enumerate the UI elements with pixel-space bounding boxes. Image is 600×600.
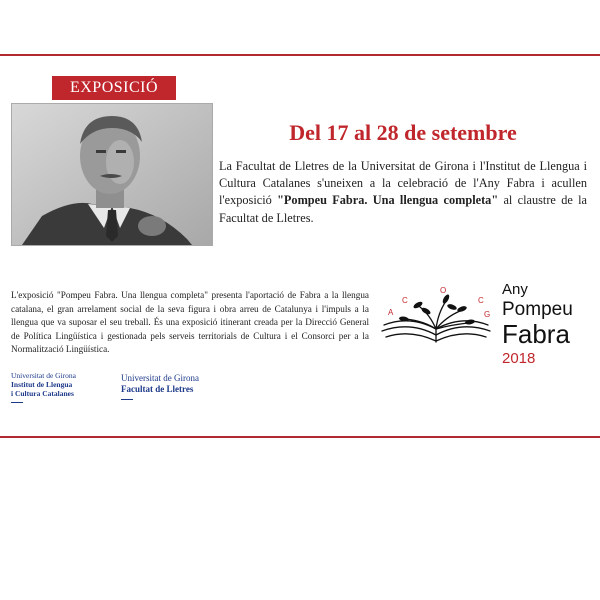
faculty-university: Universitat de Girona xyxy=(121,373,199,383)
logo-year: 2018 xyxy=(502,350,536,367)
logo-letter-3: O xyxy=(440,286,447,295)
faculty-logo-mark xyxy=(121,399,133,400)
iec-logo-mark xyxy=(11,402,23,403)
logo-letter-2: C xyxy=(402,296,408,305)
logo-pompeu: Pompeu xyxy=(502,299,573,320)
exposicio-label: EXPOSICIÓ xyxy=(52,76,176,100)
iec-logo xyxy=(11,371,76,403)
intro-text-start: La Facultat de Lletres de la Universitat de Girona i l'Institut de Llengua i Cultura Catalanes s'uneixen a la celebració de l'Any Fabra i acullen l'exposició xyxy=(219,159,587,208)
any-fabra-book-icon xyxy=(380,285,492,343)
intro-paragraph xyxy=(219,158,587,227)
logo-fabra: Fabra xyxy=(502,319,570,349)
portrait-photo xyxy=(11,103,213,246)
logo-letter-5: G xyxy=(484,310,491,319)
faculty-logo xyxy=(121,373,199,400)
iec-name-line1: Institut de Llengua xyxy=(11,380,73,389)
iec-university: Universitat de Girona xyxy=(11,371,76,380)
bottom-divider xyxy=(0,436,600,438)
exhibition-dates: Del 17 al 28 de setembre xyxy=(289,120,517,145)
exhibition-title: "Pompeu Fabra. Una llengua completa" xyxy=(277,193,499,208)
description-paragraph: L'exposició "Pompeu Fabra. Una llengua completa" presenta l'aportació de Fabra a la llengua catalana, el gran arrelament social de la seva figura i obra arreu de Catalunya i l'impuls a la llengua que va suposar el seu treball. És una exposició itinerant creada per la Direcció General de Política Lingüística i gestionada pels serveis territorials de Cultura i el Consorci per a la Normalització Lingüística. xyxy=(11,290,369,355)
logo-letter-4: C xyxy=(478,296,484,305)
intro-text-end: al claustre de la Facultat de Lletres. xyxy=(219,193,588,225)
logo-letter-1: A xyxy=(388,308,394,317)
any-pompeu-fabra-logo xyxy=(502,281,573,367)
logo-any: Any xyxy=(502,281,528,298)
top-divider xyxy=(0,54,600,56)
iec-name-line2: i Cultura Catalanes xyxy=(11,389,74,398)
faculty-name: Facultat de Lletres xyxy=(121,384,194,394)
